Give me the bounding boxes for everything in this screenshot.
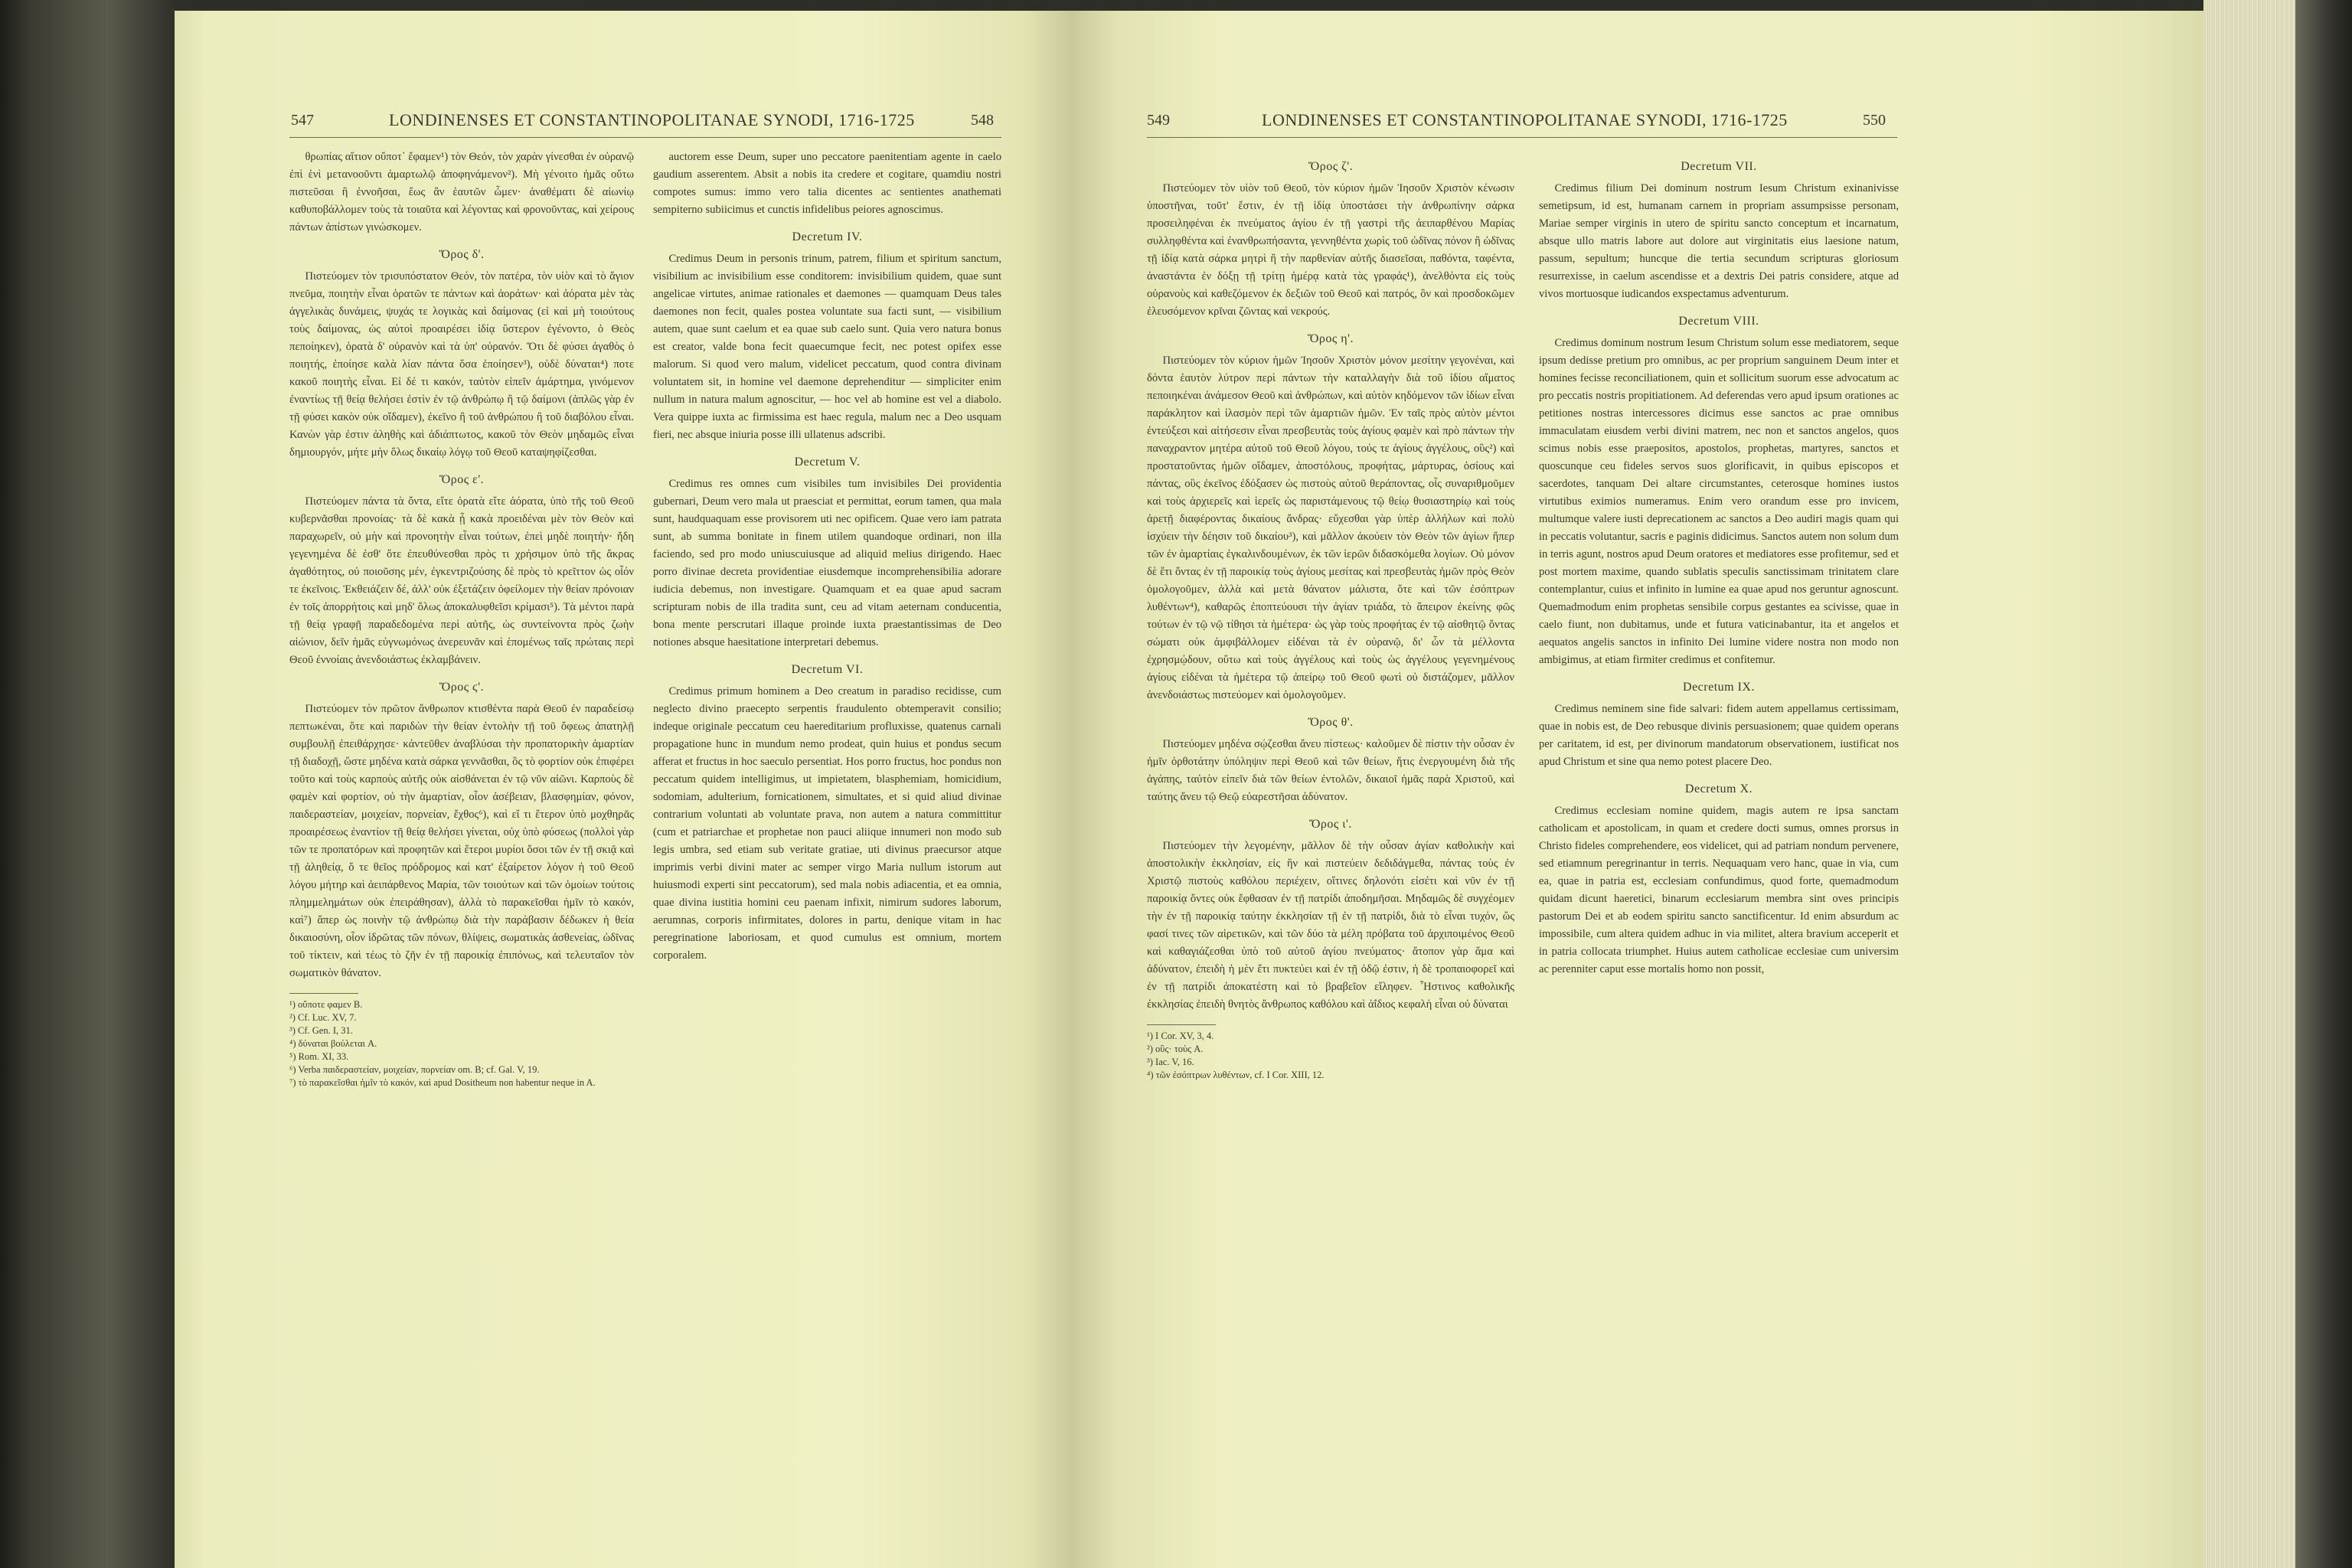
paragraph: Πιστεύομεν τὸν υἱὸν τοῦ Θεοῦ, τὸν κύριον ἡμῶν Ἰησοῦν Χριστὸν κένωσιν ὑποστῆναι, τοῦτ' ἔστιν, ἐν τῇ ἰδίᾳ ὑποστάσει τὴν ἀνθρωπίνην σάρκα προσειληφέναι ἐκ πνεύματος ἁγίου ἐν τῇ γαστρὶ τῆς ἀειπαρθένου Μαρίας συλληφθέντα καὶ ἐνανθρωπήσαντα, γεννηθέντα χωρὶς τοῦ ὠδῖνας πόνον ἢ ὠδῖνας τῇ ἰδίᾳ κατὰ σάρκα μητρὶ ἢ τὴν παρθενίαν αὐτῆς διασεῖσαι, παθόντα, ταφέντα, ἀναστάντα ἐν δόξῃ τῇ τρίτῃ ἡμέρᾳ κατὰ τὰς γραφάς¹), ἀνελθόντα εἰς τοὺς οὐρανοὺς καὶ καθεζόμενον ἐκ δεξιῶν τοῦ Θεοῦ καὶ πατρός, ὃν καὶ προσδοκῶμεν ἐλευσόμενον κρῖναι ζῶντας καὶ νεκρούς. — [1147, 182, 1514, 318]
footnotes — [1147, 1024, 1514, 1082]
running-head-right: LONDINENSES ET CONSTANTINOPOLITANAE SYNODI, 1716-1725 — [1262, 110, 1788, 129]
footnotes — [289, 993, 634, 1089]
page-number-550: 550 — [1863, 112, 1886, 129]
footnote-separator — [289, 993, 358, 994]
paragraph: Credimus neminem sine fide salvari: fidem autem appellamus certissimam, quae in nobis est, de Deo rebusque divinis persuasionem; quae quidem operans per caritatem, id est, per divinorum mandatorum observationem, iustificat nos apud Christum et sine qua nemo potest placere Deo. — [1539, 703, 1899, 768]
right-page — [1070, 11, 2203, 1568]
section-heading: Ὅρος ϛ'. — [439, 681, 485, 694]
paragraph: Πιστεύομεν πάντα τὰ ὄντα, εἴτε ὁρατὰ εἴτε ἀόρατα, ὑπὸ τῆς τοῦ Θεοῦ κυβερνᾶσθαι προνοίας· τὰ δὲ κακὰ ᾗ κακὰ προειδέναι μὲν τὸν Θεὸν καὶ παραχωρεῖν, οὐ μὴν καὶ προνοητὴν εἶναι τούτων, ἐπεὶ μηδὲ ποιητήν· ἤδη γεγενημένα δὲ ἐσθ' ὅτε ἐπευθύνεσθαι πρὸς τι χρήσιμον ὑπὸ τῆς ἄκρας ἀγαθότητος, οὐ ποιοῦσης μέν, ἐγκεντριζούσης δὲ πρὸς τὸ κρεῖττον ὡς οἷόν τε ἐκεῖνοις. Ἐκθειάζειν δέ, ἀλλ' οὐκ ἐξετάζειν ὀφείλομεν τὴν θείαν πρόνοιαν ἐν τοῖς ἀπορρήτοις καὶ μηδ' ὅλως ἀποκαλυφθεῖσι κρίμασι⁵). Τὰ μέντοι παρὰ τῇ θείᾳ γραφῇ παραδεδομένα περὶ αὐτῆς, ὡς συντείνοντα πρὸς ζωὴν αἰώνιον, δεῖν ἡμᾶς εὐγνωμόνως ἀνερευνᾶν καὶ ἑπομένως ταῖς πρώταις περὶ Θεοῦ ἐννοίαις ἀνενδοιάστως ἐκλαμβάνειν. — [289, 495, 634, 666]
paragraph: Πιστεύομεν τὸν κύριον ἡμῶν Ἰησοῦν Χριστὸν μόνον μεσίτην γεγονέναι, καὶ δόντα ἑαυτὸν λύτρον περὶ πάντων τὴν καταλλαγὴν διὰ τοῦ ἰδίου αἵματος πεποιηκέναι ἀνάμεσον Θεοῦ καὶ ἀνθρώπων, καὶ αὐτὸν κηδόμενον τῶν ἰδίων εἶναι παράκλητον καὶ ἱλασμὸν περὶ τῶν ἁμαρτιῶν ἡμῶν. Ἐν ταῖς πρὸς αὐτὸν μέντοι ἐντεύξεσι καὶ αἰτήσεσιν εἶναι πρεσβευτὰς τοὺς ἁγίους φαμὲν καὶ πρὸ πάντων τὴν παναχραντον μητέρα αὐτοῦ τοῦ Θεοῦ λόγου, τούς τε ἁγίους ἀγγέλους, οὓς²) καὶ προστατοῦντας ἡμῶν οἴδαμεν, ἀποστόλους, προφήτας, μάρτυρας, ὁσίους καὶ πάντας, οὓς ἐκεῖνος ἐδόξασεν ὡς πιστοὺς αὐτοῦ θεράποντας, οἷς συναριθμοῦμεν καὶ τοὺς ἀρχιερεῖς καὶ ἱερεῖς ὡς παριστάμενους τῷ θείῳ θυσιαστηρίῳ καὶ τοὺς ἀρετῇ διαφέροντας δικαίους ἄνδρας· εὔχεσθαι γὰρ ὑπὲρ ἀλλήλων καὶ πολὺ ἰσχύειν τὴν δέησιν τοῦ δικαίου³), καὶ μᾶλλον ἀκούειν τὸν Θεὸν τῶν ἁγίων ἤπερ τῶν ἐν ἁμαρτίαις ἐγκαλινδουμένων, ἐκ τῶν ἱερῶν διδασκόμεθα λογίων. Οὐ μόνον δὲ ἔτι ὄντας ἐν τῇ παροικίᾳ τοὺς ἁγίους μεσίτας καὶ πρεσβευτὰς ἡμῶν πρὸς Θεὸν ὁμολογοῦμεν, ἀλλὰ καὶ μετὰ θάνατον μάλιστα, ὅτε καὶ τῶν ἐσόπτρων λυθέντων⁴), καθαρῶς ἐποπτεύουσι τὴν ἁγίαν τριάδα, τὸ ἄπειρον ἐκείνης φῶς τούτων ἐν τῷ νῷ τίθησι τὰ ἡμέτερα· ὡς γὰρ τοὺς προφήτας ἐν τῷ αἰσθητῷ ὄντας σώματι οὐκ ἀμφιβάλλομεν εἰδέναι τὰ ἐν οὐρανῷ, δι' ὧν τὰ μέλλοντα ἐχρησμῴδουν, οὕτω καὶ τοὺς ἀγγέλους καὶ τοὺς ὡς ἀγγέλους γεγενημένους ἁγίους εἰδέναι τὰ ἡμέτερα τῷ ἀπείρῳ τοῦ Θεοῦ φωτὶ οὐ διστάζομεν, μᾶλλον ἀνενδοιάστως πιστεύομεν καὶ ὁμολογοῦμεν. — [1147, 354, 1514, 701]
header-rule — [1147, 137, 1897, 138]
paragraph: Credimus res omnes cum visibiles tum invisibiles Dei providentia gubernari, Deum vero mala ut praesciat et permittat, eorum tamen, qua mala sunt, haudquaquam esse provisorem uti nec opificem. Quae vero iam patrata sunt, ab summa bonitate in finem utilem quandoque ordinari, non illa faciendo, sed pro modo uniuscuiusque ad aliquid melius dirigendo. Haec porro divinae decreta providentiae eiusdemque incomprehensibilia adorare iudicia debemus, non investigare. Quamquam et ea quae apud sacram scripturam nobis de illa tradita sunt, ceu ad vitam aeternam conducentia, bona mente perscrutari illaque proinde iuxta praestantissimas de Deo notiones absque haesitatione interpretari debemus. — [653, 478, 1001, 648]
left-page — [175, 11, 1070, 1568]
paragraph: auctorem esse Deum, super uno peccatore paenitentiam agente in caelo gaudium asserentem. Absit a nobis ita credere et cogitare, quamdiu nostri compotes sumus: immo vero talia dicentes ac sentientes anathemati sempiterno subiicimus et cunctis infidelibus peiores agnoscimus. — [653, 151, 1001, 216]
page-number-549: 549 — [1147, 112, 1170, 129]
greek-column-right — [1147, 149, 1514, 1557]
latin-column-left — [653, 149, 1001, 1557]
paragraph: Credimus dominum nostrum Iesum Christum solum esse mediatorem, seque ipsum dedisse pretium pro omnibus, ac per proprium sanguinem Deum inter et homines fecisse reconciliationem, quin et sollicitum suorum esse advocatum ac pro peccatis nostris propitiationem. Ad deferendas vero apud ipsum orationes ac petitiones nostras intercessores dicimus esse sanctos ac prae omnibus immaculatam eiusdem verbi divini matrem, nec non et sanctos angelos, quos scimus nobis esse praepositos, apostolos, prophetas, martyres, sanctos et quoscunque ceu fideles servos suos glorificavit, in quibus episcopos et sacerdotes, tanquam Dei altare circumstantes, ceterosque homines iustos virtutibus eximios numeramus. Enim vero orandum esse pro invicem, multumque valere iusti deprecationem ac sanctos a Deo audiri magis quam qui in peccatis volutantur, sacris e paginis didicimus. Sanctos autem non solum dum in terris agunt, nostros apud Deum oratores et mediatores esse profitemur, sed et post mortem maxime, quando sublatis speculis sanctissimam trinitatem clare contemplantur, cuius et infinito in lumine ea quae apud nos geruntur agnoscunt. Quemadmodum enim prophetas sensibile corpus gestantes ea scivisse, quae in caelo fiunt, non dubitamus, unde et futura vaticinabantur, ita et angelos et aequatos angelis sanctos in infinito Dei lumine videre nostra non modo non ambigimus, at etiam firmiter credimus et confitemur. — [1539, 337, 1899, 666]
section-heading: Ὅρος δ'. — [439, 248, 485, 261]
section-heading: Ὅρος ε'. — [439, 473, 485, 486]
paragraph: Credimus filium Dei dominum nostrum Iesum Christum exinanivisse semetipsum, id est, humanam carnem in propriam assumpsisse personam, Mariae semper virginis in utero de spiritu sancto conceptum et incarnatum, absque ullo matris labore aut dolore aut virginitatis eius laesione natum, passum, sepultum; huncque die tertia secundum scripturas gloriosum resurrexisse, in caelum ascendisse et a dextris Dei patris considere, atque ad vivos mortuosque iudicandos exspectamus adventurum. — [1539, 182, 1899, 300]
section-heading: Ὅρος η'. — [1308, 332, 1354, 345]
latin-column-right — [1539, 149, 1899, 1557]
running-head-left: LONDINENSES ET CONSTANTINOPOLITANAE SYNODI, 1716-1725 — [389, 110, 915, 129]
paragraph: Credimus ecclesiam nomine quidem, magis autem re ipsa sanctam catholicam et apostolicam, in quam et credere docti sumus, omnes prorsus in Christo fideles comprehendere, eos videlicet, qui ad patriam nondum pervenere, sed etiamnum peregrinantur in terris. Nequaquam vero hanc, quae in via, cum ea, quae in patria est, ecclesiam confundimus, quod forte, quemadmodum quidam dicunt haeretici, binarum ecclesiarum membra sint oves principis pastorum Dei et ab eodem spiritu sancto sanctificentur. Id enim absurdum ac impossibile, cum altera quidem adhuc in via militet, altera bravium acceperit et in patria collocata triumphet. Huius autem catholicae ecclesiae cum universim ac perenniter caput esse mortalis homo non possit, — [1539, 805, 1899, 975]
footnote: ¹) οὔποτε φαμεν B. — [289, 999, 363, 1010]
section-heading: Decretum VII. — [1681, 160, 1757, 173]
section-heading: Decretum V. — [794, 456, 861, 469]
section-heading: Ὅρος ζ'. — [1308, 160, 1354, 173]
paragraph: Πιστεύομεν τὴν λεγομένην, μᾶλλον δὲ τὴν οὖσαν ἁγίαν καθολικὴν καὶ ἀποστολικὴν ἐκκλησίαν, εἰς ἣν καὶ πιστεύειν δεδιδάγμεθα, πάντας τοὺς ἐν Χριστῷ πιστοὺς καθόλου περιέχειν, οἵτινες δηλονότι εἰσέτι καὶ νῦν ἐν τῇ παροικίᾳ ὄντες οὐκ ἔφθασαν ἐν τῇ πατρίδι ἀποδημῆσαι. Μηδαμῶς δὲ συγχέομεν τὴν ἐν τῇ παροικίᾳ ταύτην ἐκκλησίαν τῇ ἐν τῇ πατρίδι, διὰ τὸ εἶναι τυχόν, ὥς φασί τινες τῶν αἱρετικῶν, καὶ τῶν δύο τὰ μέλη πρόβατα τοῦ ἀρχιποιμένος Θεοῦ καὶ καθαγιάζεσθαι ὑπὸ τοῦ αὐτοῦ ἁγίου πνεύματος· ἄτοπον γὰρ ἅμα καὶ ἀδύνατον, ἐπειδὴ ἡ μὲν ἔτι πυκτεύει καὶ ἐν τῇ ὁδῷ ἐστιν, ἡ δὲ τροπαιοφορεῖ καὶ ἐν τῇ πατρίδι ἀποκατέστη καὶ τὸ βραβεῖον εἴληφεν. Ἧστινος καθολικῆς ἐκκλησίας ἐπειδὴ θνητὸς ἄνθρωπος καθόλου καὶ ἀΐδιος κεφαλὴ εἶναι οὐ δύναται — [1147, 840, 1514, 1011]
paragraph: Πιστεύομεν μηδένα σῴζεσθαι ἄνευ πίστεως· καλοῦμεν δὲ πίστιν τὴν οὖσαν ἐν ἡμῖν ὀρθοτάτην ὑπόληψιν περὶ Θεοῦ καὶ τῶν θείων, ἥτις ἐνεργουμένη διὰ τῆς ἀγάπης, ταὐτὸν εἰπεῖν διὰ τῶν θείων ἐντολῶν, δικαιοῖ ἡμᾶς παρὰ Χριστοῦ, καὶ ταύτης ἄνευ τῷ Θεῷ εὐαρεστῆσαι ἀδύνατον. — [1147, 738, 1514, 803]
page-number-547: 547 — [291, 112, 314, 129]
section-heading: Ὅρος ι'. — [1309, 818, 1352, 831]
section-heading: Decretum X. — [1684, 782, 1753, 795]
section-heading: Ὅρος θ'. — [1308, 716, 1354, 729]
footnote: ²) οὓς· τοὺς A. — [1147, 1044, 1204, 1054]
section-heading: Decretum IX. — [1683, 681, 1755, 694]
paragraph: Credimus Deum in personis trinum, patrem, filium et spiritum sanctum, visibilium ac invisibilium esse conditorem: invisibilium quidem, quae sunt angelicae virtutes, animae rationales et daemones — quamquam Deus tales daemones non fecit, quales postea voluntate sua facti sunt, — visibilium autem, quae sunt caelum et ea quae sub caelo sunt. Quia vero natura bonus est creator, valde bona fecit quaecumque fecit, nec potest opifex esse malorum. Si quod vero malum, videlicet peccatum, quod contra divinam voluntatem sit, in homine vel daemone deprehenditur — simpliciter enim nullum in natura malum agnoscitur, — hoc vel ab homine est vel a diabolo. Vera quippe iuxta ac firmissima est haec regula, malum nec a Deo usquam fieri, nec absque iniuria posse illi ullatenus adscribi. — [653, 253, 1001, 441]
paragraph: Credimus primum hominem a Deo creatum in paradiso recidisse, cum neglecto divino praecepto serpentis fraudulento obtemperavit consilio; indeque originale peccatum ceu haereditarium profluxisse, quatenus carnali propagatione hunc in mundum nemo prodeat, quin huius et pondus secum afferat et fructus in hoc saeculo persentiat. Hos porro fructus, hoc pondus non peccatum quidem intelligimus, ut impietatem, blasphemiam, homicidium, sodomiam, adulterium, fornicationem, simultates, et si quid aliud divinae contrarium voluntati ab voluntate prava, non autem a natura committitur (cum et patriarchae et prophetae non pauci aliique innumeri non modo sub legis umbra, sed etiam sub veritate gratiae, uti divinus praecursor atque imprimis verbi divini mater ac semper virgo Maria nullum istorum aut huiusmodi experti sint peccatorum), sed mala nobis adiacentia, et ea omnia, quae divina iustitia homini ceu paenam infixit, nimirum sudores laborum, aerumnas, corporis infirmitates, dolores in partu, denique vitam in hac peregrinatione laboriosam, et quod cumulus est omnium, mortem corporalem. — [653, 685, 1001, 962]
footnote: ⁴) τῶν ἐσόπτρων λυθέντων, cf. I Cor. XIII, 12. — [1147, 1070, 1325, 1080]
page-number-548: 548 — [971, 112, 994, 129]
footnote: ⁶) Verba παιδεραστείαν, μοιχείαν, πορνείαν om. B; cf. Gal. V, 19. — [289, 1064, 540, 1075]
footnote: ⁵) Rom. XI, 33. — [289, 1051, 349, 1062]
footnote: ²) Cf. Luc. XV, 7. — [289, 1012, 357, 1023]
footnote: ⁷) τὸ παρακεῖσθαι ἡμῖν τὸ κακόν, καὶ apud Dositheum non habentur neque in A. — [289, 1077, 596, 1088]
section-heading: Decretum VIII. — [1678, 315, 1759, 328]
footnote: ⁴) δύναται βούλεται A. — [289, 1038, 377, 1049]
page-edges — [2203, 0, 2352, 1568]
header-rule — [289, 137, 1001, 138]
paragraph: Πιστεύομεν τὸν πρῶτον ἄνθρωπον κτισθέντα παρὰ Θεοῦ ἐν παραδείσῳ πεπτωκέναι, ὅτε καὶ παριδὼν τὴν θείαν ἐντολὴν τῇ τοῦ ὄφεως ἀπατηλῇ συμβουλῇ ἐπειθάρχησε· κἀντεῦθεν ἀναβλύσαι τὴν προπατορικὴν ἁμαρτίαν τῇ διαδοχῇ, ὥστε μηδένα κατὰ σάρκα γεννᾶσθαι, ὃς τὸ φορτίον οὐκ ἐπιφέρει τοῦτο καὶ τοὺς καρποὺς αὐτῆς οὐκ αἰσθάνεται ἐν τῷ νῦν αἰῶνι. Καρποὺς δὲ φαμὲν καὶ φορτίον, οὐ τὴν ἁμαρτίαν, οἷον ἀσέβειαν, βλασφημίαν, φόνον, παιδεραστείαν, μοιχείαν, πορνείαν, ἔχθος⁶), καὶ εἴ τι ἕτερον ὑπὸ μοχθηρᾶς προαιρέσεως ἐναντίον τῇ θείᾳ θελήσει γίνεται, οὐχ ὑπὸ φύσεως (πολλοὶ γὰρ τῶν τε προπατόρων καὶ προφητῶν καὶ ἕτεροι μυρίοι ὅσοι τῶν ἐν τῇ σκιᾷ καὶ τῇ ἀληθείᾳ, ὅ τε θεῖος πρόδρομος καὶ κατ' ἐξαίρετον λόγον ἡ τοῦ Θεοῦ λόγου μήτηρ καὶ ἀειπάρθενος Μαρία, τῶν τοιούτων καὶ τῶν ὁμοίων τούτοις πλημμελημάτων οὐκ ἐπειράθησαν), ἀλλὰ τὸ παρακεῖσθαι ἡμῖν τὸ κακόν, καὶ⁷) ἅπερ ὡς ποινὴν τῷ ἀνθρώπῳ διὰ τὴν παράβασιν δέδωκεν ἡ θεία δικαιοσύνη, οἷον ἱδρῶτας τῶν πόνων, θλίψεις, σωματικὰς ἀσθενείας, ὠδῖνας τοῦ τίκτειν, καὶ τέως τὸ ζῆν ἐν τῇ παροικίᾳ ἐπιπόνως, καὶ τελευταῖον τὸν σωματικὸν θάνατον. — [289, 703, 634, 979]
footnote: ³) Iac. V, 16. — [1147, 1057, 1194, 1067]
paragraph: θρωπίας αἴτιον οὔποτ᾿ ἔφαμεν¹) τὸν Θεόν, τὸν χαρὰν γίνεσθαι ἐν οὐρανῷ ἐπὶ ἑνὶ μετανοοῦντι ἁμαρτωλῷ ἀποφηνάμενον²). Μὴ γένοιτο ἡμᾶς οὕτω πιστεῦσαι ἢ ἐννοῆσαι, ἕως ἂν ἑαυτῶν ὦμεν· ἀναθέματι δὲ αἰωνίῳ καθυποβάλλομεν τοὺς τὰ τοιαῦτα καὶ λέγοντας καὶ φρονοῦντας, καὶ χείρους πάντων ἀπίστων γινώσκομεν. — [289, 151, 634, 234]
section-heading: Decretum IV. — [792, 230, 863, 243]
footnote-separator — [1147, 1024, 1216, 1025]
footnote: ³) Cf. Gen. I, 31. — [289, 1025, 353, 1036]
greek-column-left — [289, 149, 634, 1557]
footnote: ¹) I Cor. XV, 3, 4. — [1147, 1031, 1214, 1041]
paragraph: Πιστεύομεν τὸν τρισυπόστατον Θεόν, τὸν πατέρα, τὸν υἱὸν καὶ τὸ ἅγιον πνεῦμα, ποιητὴν εἶναι ὁρατῶν τε πάντων καὶ ἀοράτων· καὶ ἀόρατα μὲν τὰς ἀγγελικὰς δυνάμεις, ψυχάς τε λογικὰς καὶ δαίμονας (εἰ καὶ μὴ τοιούτους τοὺς δαίμονας, ὡς αὐτοὶ προαιρέσει ἰδίᾳ ὕστερον ἐγένοντο, ὁ Θεὸς πεποίηκεν), ὁρατὰ δ' οὐρανὸν καὶ τὰ ὑπ' οὐρανόν. Ὅτι δὲ φύσει ἀγαθὸς ὁ ποιητής, ἐποίησε καλὰ λίαν πάντα ὅσα ἐποίησεν³), οὐδὲ δύναται⁴) ποτε κακοῦ ποιητὴς εἶναι. Εἰ δέ τι κακόν, ταὐτὸν εἰπεῖν ἁμάρτημα, γινόμενον ἐναντίως τῇ θείᾳ θελήσει ἐστὶν ἐν τῷ ἀνθρώπῳ ἢ τῷ δαίμονι (ἁπλῶς γὰρ ἐν τῇ φύσει κακὸν οὐκ οἴδαμεν), ἐκεῖνο ἢ τοῦ ἀνθρώπου ἢ τοῦ διαβόλου εἶναι. Κανὼν γὰρ ἐστιν ἀληθὴς καὶ ἀδιάπτωτος, κακοῦ τὸν Θεὸν μηδαμῶς εἶναι δημιουργόν, μήτε μὴν ὅλως δικαίῳ λόγῳ τοῦ Θεοῦ καταψηφίζεσθαι. — [289, 270, 634, 459]
section-heading: Decretum VI. — [791, 663, 864, 676]
